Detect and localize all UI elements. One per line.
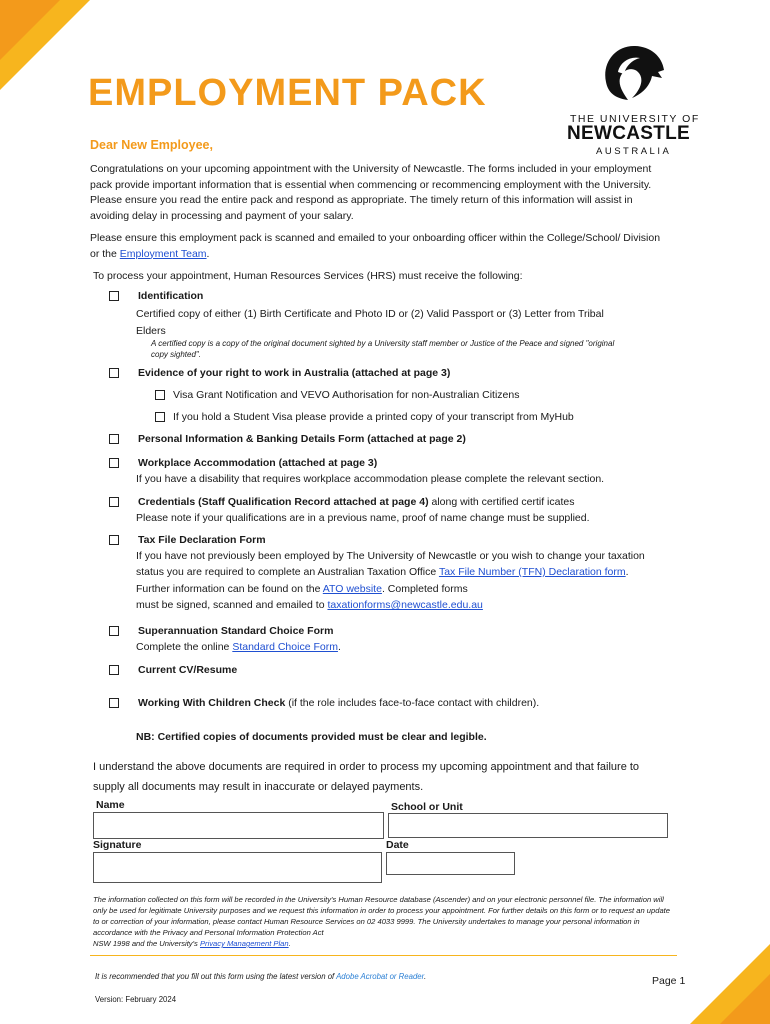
date-label: Date (386, 839, 409, 851)
school-input[interactable] (388, 813, 668, 838)
corner-decoration-top-inner (0, 0, 60, 60)
nb-note: NB: Certified copies of documents provided must be clear and legible. (136, 731, 487, 743)
university-logo-icon (598, 42, 668, 112)
workplace-checkbox[interactable] (109, 458, 119, 468)
tax-text-line3 (136, 583, 468, 595)
wwcc-label: Working With Children Check (138, 697, 286, 709)
credentials-text: Please note if your qualifications are in a previous name, proof of name change must be supplied. (136, 512, 590, 524)
version-text: Version: February 2024 (95, 995, 177, 1004)
adobe-link[interactable]: Adobe Acrobat or Reader (336, 972, 424, 981)
tax-checkbox[interactable] (109, 535, 119, 545)
credentials-label-after: along with certified certif icates (428, 496, 575, 508)
tax-text-line3-start: Further information can be found on the (136, 583, 323, 595)
name-label: Name (96, 799, 125, 811)
greeting: Dear New Employee, (90, 138, 213, 152)
super-text (136, 641, 341, 653)
tax-text-line2 (136, 566, 629, 578)
wwcc-line (138, 697, 539, 709)
visa-grant-checkbox[interactable] (155, 390, 165, 400)
tax-text-line2-start: status you are required to complete an Australian Taxation Office (136, 566, 439, 578)
signature-input[interactable] (93, 852, 382, 883)
wwcc-label-after: (if the role includes face-to-face contact with children). (285, 697, 540, 709)
tax-text-line3-end: . Completed forms (381, 583, 468, 595)
student-visa-checkbox[interactable] (155, 412, 165, 422)
tax-text-line4 (136, 599, 483, 611)
personal-info-checkbox[interactable] (109, 434, 119, 444)
wwcc-checkbox[interactable] (109, 698, 119, 708)
personal-info-label: Personal Information & Banking Details Form (attached at page 2) (138, 433, 466, 445)
right-to-work-label: Evidence of your right to work in Australia (attached at page 3) (138, 367, 451, 379)
recommend-text: It is recommended that you fill out this form using the latest version of (95, 972, 337, 981)
privacy-end-text: NSW 1998 and the University's (93, 939, 200, 948)
privacy-end-dot: . (288, 939, 291, 948)
identification-checkbox[interactable] (109, 291, 119, 301)
page-number: Page 1 (652, 975, 686, 987)
workplace-label: Workplace Accommodation (attached at page 3) (138, 457, 378, 469)
tax-text-line2-end: . (625, 566, 629, 578)
right-to-work-checkbox[interactable] (109, 368, 119, 378)
footer-divider (90, 955, 677, 956)
hrs-intro: To process your appointment, Human Resources Services (HRS) must receive the following: (93, 270, 523, 282)
cv-checkbox[interactable] (109, 665, 119, 675)
identification-text: Certified copy of either (1) Birth Certificate and Photo ID or (2) Valid Passport or (3) Letter from Tribal Elders (136, 308, 604, 337)
scan-note-end: . (206, 247, 210, 260)
name-input[interactable] (93, 812, 384, 839)
identification-label: Identification (138, 290, 204, 302)
tax-text-line4-start: must be signed, scanned and emailed to (136, 599, 328, 611)
recommend-end: . (423, 972, 427, 981)
taxation-email-link[interactable]: taxationforms@newcastle.edu.au (327, 599, 483, 611)
super-label: Superannuation Standard Choice Form (138, 625, 334, 637)
tax-text-line1: If you have not previously been employed by The University of Newcastle or you wish to change your taxation (136, 550, 645, 562)
credentials-checkbox[interactable] (109, 497, 119, 507)
page-title: EMPLOYMENT PACK (88, 72, 487, 114)
credentials-line (138, 496, 574, 508)
tax-label: Tax File Declaration Form (138, 534, 266, 546)
logo-text-line3: AUSTRALIA (596, 146, 672, 157)
understand-line1: I understand the above documents are required in order to process my upcoming appointment and that failure to (93, 761, 640, 773)
identification-note: A certified copy is a copy of the original document sighted by a University staff member or Justice of the Peace and signed "original copy sighted". (151, 339, 615, 359)
logo-text-line1: THE UNIVERSITY OF (570, 113, 700, 125)
ato-website-link[interactable]: ATO website (322, 583, 382, 595)
signature-label: Signature (93, 839, 142, 851)
workplace-text: If you have a disability that requires workplace accommodation please complete the relevant section. (136, 473, 605, 485)
recommend-note (95, 972, 426, 981)
intro-paragraph: Congratulations on your upcoming appointment with the University of Newcastle. The forms included in your employment pack provide important information that is essential when commencing or recommencing employment with the University. Please ensure you read the entire pack and respond as appropriate. The timely return of this information will assist in avoiding delay in processing and payment of your salary. (90, 163, 652, 222)
super-checkbox[interactable] (109, 626, 119, 636)
privacy-statement: The information collected on this form will be recorded in the University's Human Resource database (Ascender) and on your electronic personnel file. The information will only be used for legitimate University purposes and we request this information in order to process your appointment. For further details on this form or to request an update to or correction of your information, please contact Human Resource Services on 02 4033 9999. The University undertakes to manage your personal information in accordance with the Privacy and Personal Information Protection Act (93, 895, 671, 937)
super-text-start: Complete the online (136, 641, 233, 653)
corner-decoration-bottom-inner (720, 974, 770, 1024)
student-visa-text: If you hold a Student Visa please provide a printed copy of your transcript from MyHub (173, 411, 574, 423)
super-text-end: . (337, 641, 341, 653)
privacy-statement-end (93, 938, 678, 949)
date-input[interactable] (386, 852, 515, 875)
school-label: School or Unit (391, 801, 463, 813)
cv-label: Current CV/Resume (138, 664, 238, 676)
employment-team-link[interactable]: Employment Team (119, 247, 207, 260)
standard-choice-form-link[interactable]: Standard Choice Form (232, 641, 338, 653)
visa-grant-text: Visa Grant Notification and VEVO Authorisation for non-Australian Citizens (173, 389, 520, 401)
credentials-label: Credentials (Staff Qualification Record attached at page 4) (138, 496, 429, 508)
logo-text-line2: NEWCASTLE (567, 123, 691, 144)
scan-note (90, 231, 665, 262)
scan-note-text: Please ensure this employment pack is scanned and emailed to your onboarding officer within the College/School/ Division or the (90, 232, 661, 260)
understand-line2: supply all documents may result in inaccurate or delayed payments. (93, 781, 424, 793)
tfn-declaration-link[interactable]: Tax File Number (TFN) Declaration form (438, 566, 626, 578)
privacy-plan-link[interactable]: Privacy Management Plan (199, 939, 289, 948)
